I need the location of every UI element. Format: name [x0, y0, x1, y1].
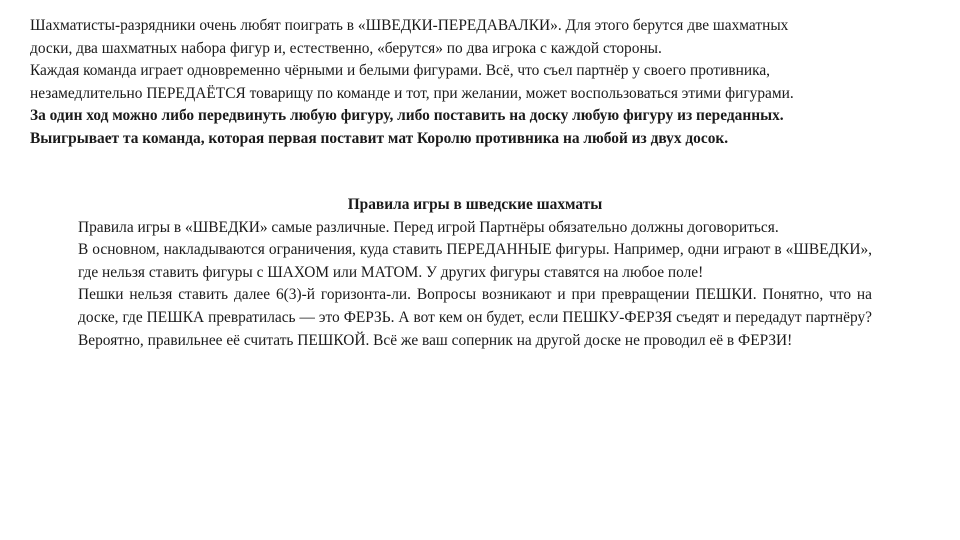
intro-line-2: доски, два шахматных набора фигур и, естественно, «берутся» по два игрока с каждой стороны.	[30, 39, 662, 57]
intro-line-3: Каждая команда играет одновременно чёрными и белыми фигурами. Всё, что съел партнёр у своего противника,	[30, 62, 771, 80]
intro-line-4: незамедлительно ПЕРЕДАЁТСЯ товарищу по команде и тот, при желании, может воспользоваться этими фигурами.	[30, 84, 794, 102]
intro-section	[30, 15, 935, 151]
rules-section	[78, 194, 872, 352]
rules-paragraph-1: Правила игры в «ШВЕДКИ» самые различные. Перед игрой Партнёры обязательно должны договориться.	[78, 218, 779, 236]
intro-line-6-bold: Выигрывает та команда, которая первая поставит мат Королю противника на любой из двух досок.	[30, 129, 729, 147]
intro-line-5-bold: За один ход можно либо передвинуть любую фигуру, либо поставить на доску любую фигуру из переданных.	[30, 107, 784, 125]
intro-line-1: Шахматисты-разрядники очень любят поиграть в «ШВЕДКИ-ПЕРЕДАВАЛКИ». Для этого берутся две шахматных	[30, 17, 789, 34]
rules-title: Правила игры в шведские шахматы	[347, 196, 603, 213]
rules-paragraph-3: Пешки нельзя ставить далее 6(3)-й горизонта-ли. Вопросы возникают и при превращении ПЕШКИ. Понятно, что на доске, где ПЕШКА превратилась — это ФЕРЗЬ. А вот кем он будет, если ПЕШКУ-ФЕРЗЯ съедят и передадут партнёру? Вероятно, правильнее её считать ПЕШКОЙ. Всё же ваш соперник на другой доске не проводил её в ФЕРЗИ!	[78, 286, 872, 349]
rules-paragraph-2: В основном, накладываются ограничения, куда ставить ПЕРЕДАННЫЕ фигуры. Например, одни играют в «ШВЕДКИ», где нельзя ставить фигуры с ШАХОМ или МАТОМ. У других фигуры ставятся на любое поле!	[78, 241, 872, 281]
